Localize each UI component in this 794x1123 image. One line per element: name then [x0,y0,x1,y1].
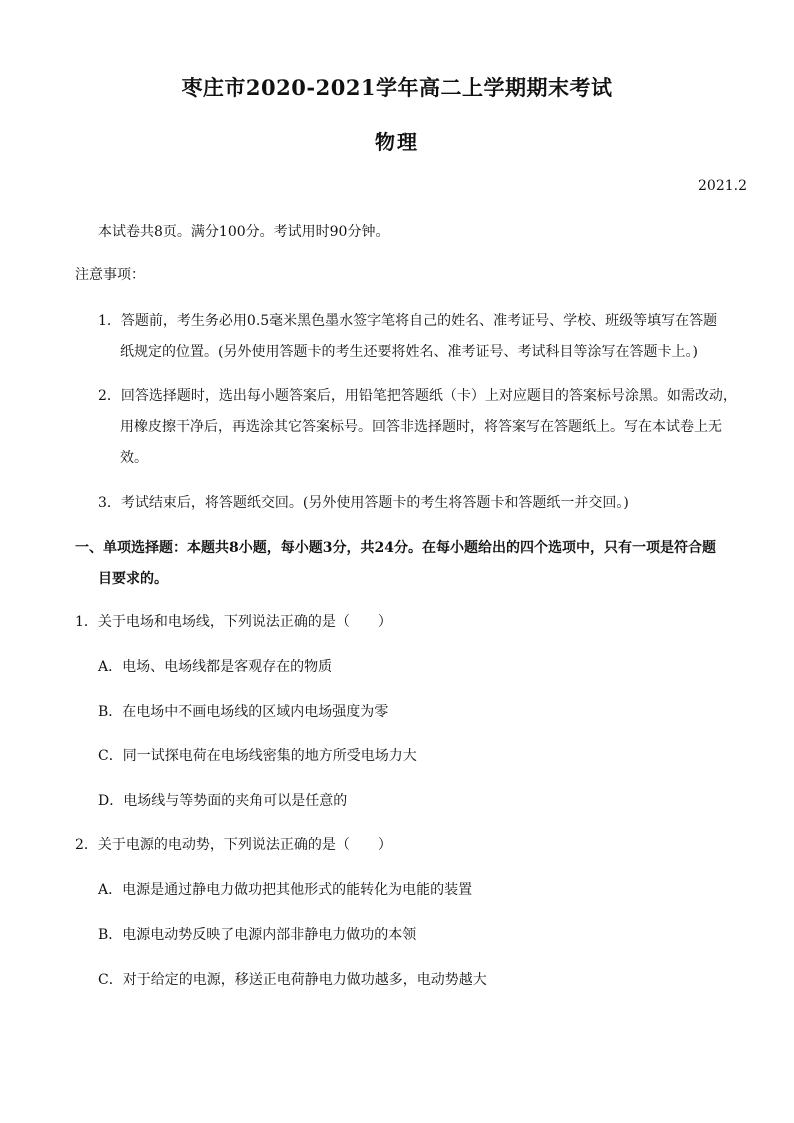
question-2-option-a: A．电源是通过静电力做功把其他形式的能转化为电能的装置 [98,882,473,898]
question-2-option-b: B．电源电动势反映了电源内部非静电力做功的本领 [98,927,417,943]
section-1-heading-line-1: 一、单项选择题：本题共8小题，每小题3分，共24分。在每小题给出的四个选项中，只有一项是符合题 [75,540,716,556]
question-1-option-d: D．电场线与等势面的夹角可以是任意的 [98,793,348,809]
question-1-stem: 1．关于电场和电场线，下列说法正确的是（ ） [75,614,392,630]
question-1-option-a: A．电场、电场线都是客观存在的物质 [98,659,333,675]
notice-item-1-line-1: 1．答题前，考生务必用0.5毫米黑色墨水签字笔将自己的姓名、准考证号、学校、班级等填写在答题 [98,313,718,329]
section-1-heading-line-2: 目要求的。 [98,571,168,587]
notice-item-3-line-1: 3．考试结束后，将答题纸交回。(另外使用答题卡的考生将答题卡和答题纸一并交回。) [98,495,629,511]
exam-subject: 物理 [375,130,419,154]
question-2-option-c: C．对于给定的电源，移送正电荷静电力做功越多，电动势越大 [98,972,487,988]
question-1-option-b: B．在电场中不画电场线的区域内电场强度为零 [98,704,389,720]
question-1-option-c: C．同一试探电荷在电场线密集的地方所受电场力大 [98,748,417,764]
intro-text: 本试卷共8页。满分100分。考试用时90分钟。 [98,224,390,240]
exam-date: 2021.2 [698,178,747,194]
question-2-stem: 2．关于电源的电动势，下列说法正确的是（ ） [75,837,392,853]
notice-item-2-line-3: 效。 [120,450,148,466]
exam-title: 枣庄市2020-2021学年高二上学期期末考试 [181,75,613,100]
notice-heading: 注意事项： [75,267,145,283]
notice-item-2-line-2: 用橡皮擦干净后，再选涂其它答案标号。回答非选择题时，将答案写在答题纸上。写在本试卷上无 [120,419,722,435]
notice-item-2-line-1: 2．回答选择题时，选出每小题答案后，用铅笔把答题纸（卡）上对应题目的答案标号涂黑。如需改动， [98,388,737,404]
notice-item-1-line-2: 纸规定的位置。(另外使用答题卡的考生还要将姓名、准考证号、考试科目等涂写在答题卡上。) [120,344,698,360]
